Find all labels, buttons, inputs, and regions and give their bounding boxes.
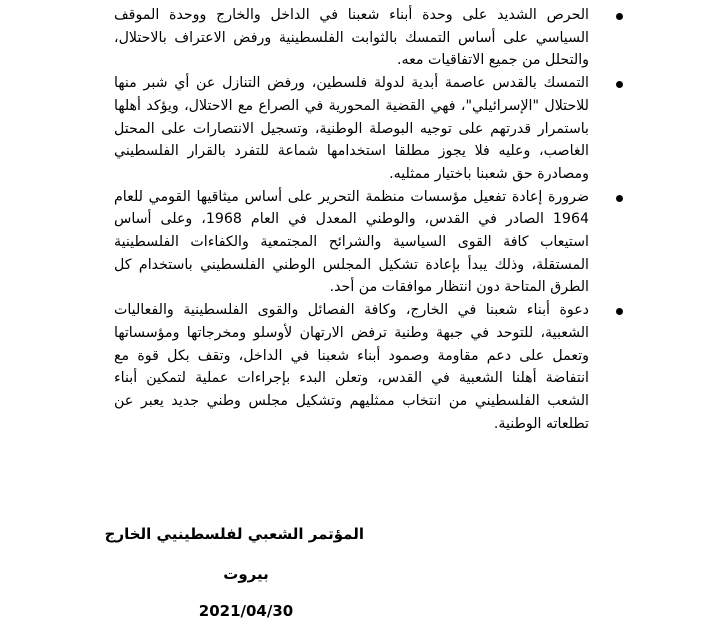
bullet-icon	[616, 308, 623, 315]
signature-date: 2021/04/30	[198, 602, 294, 620]
list-item	[114, 4, 589, 72]
list-item-text: الحرص الشديد على وحدة أبناء شعبنا في الداخل والخارج ووحدة الموقف السياسي على أساس التمسك بالثوابت الفلسطينية ورفض الاعتراف بالاحتلال، والتحلل من جميع الاتفاقيات معه.	[114, 7, 589, 69]
bullet-icon	[616, 195, 623, 202]
bullet-icon	[616, 81, 623, 88]
list-item-text: دعوة أبناء شعبنا في الخارج، وكافة الفصائل والقوى الفلسطينية والفعاليات الشعبية، للتوحد في جبهة وطنية ترفض الارتهان لأوسلو ومخرجاتها ومؤسساتها وتعمل على دعم مقاومة وصمود أبناء شعبنا في الداخل، وتقف بكل قوة مع انتفاضة أهلنا الشعبية في القدس، وتعلن البدء بإجراءات عملية لتمكين أبناء الشعب الفلسطيني من انتخاب ممثليهم وتشكيل مجلس وطني جديد يعبر عن تطلعاته الوطنية.	[114, 302, 589, 432]
list-item-text: ضرورة إعادة تفعيل مؤسسات منظمة التحرير على أساس ميثاقيها القومي للعام 1964 الصادر في القدس، والوطني المعدل في العام 1968، وعلى أساس استيعاب كافة القوى السياسية والشرائح المجتمعية والكفاءات الفلسطينية المستقلة، وذلك يبدأ بإعادة تشكيل المجلس الوطني الفلسطيني باستخدام كل الطرق المتاحة دون انتظار موافقات من أحد.	[114, 188, 589, 296]
list-item-text: التمسك بالقدس عاصمة أبدية لدولة فلسطين، ورفض التنازل عن أي شبر منها للاحتلال "الإسرائيلي"، فهي القضية المحورية في الصراع مع الاحتلال، ويؤكد أهلها باستمرار قدرتهم على توجيه البوصلة الوطنية، وتسجيل الانتصارات على المحتل الغاصب، وعليه فلا يجوز مطلقا استخدامها شماعة للتفرد بالقرار الفلسطيني ومصادرة حق شعبنا باختيار ممثليه.	[114, 75, 589, 182]
demands-list	[114, 4, 589, 435]
bullet-icon	[616, 13, 623, 20]
list-item	[114, 299, 589, 435]
signature-city: بيروت	[223, 565, 269, 583]
list-item	[114, 186, 589, 300]
list-item	[114, 72, 589, 186]
signature-organization: المؤتمر الشعبي لفلسطينيي الخارج	[104, 525, 364, 543]
